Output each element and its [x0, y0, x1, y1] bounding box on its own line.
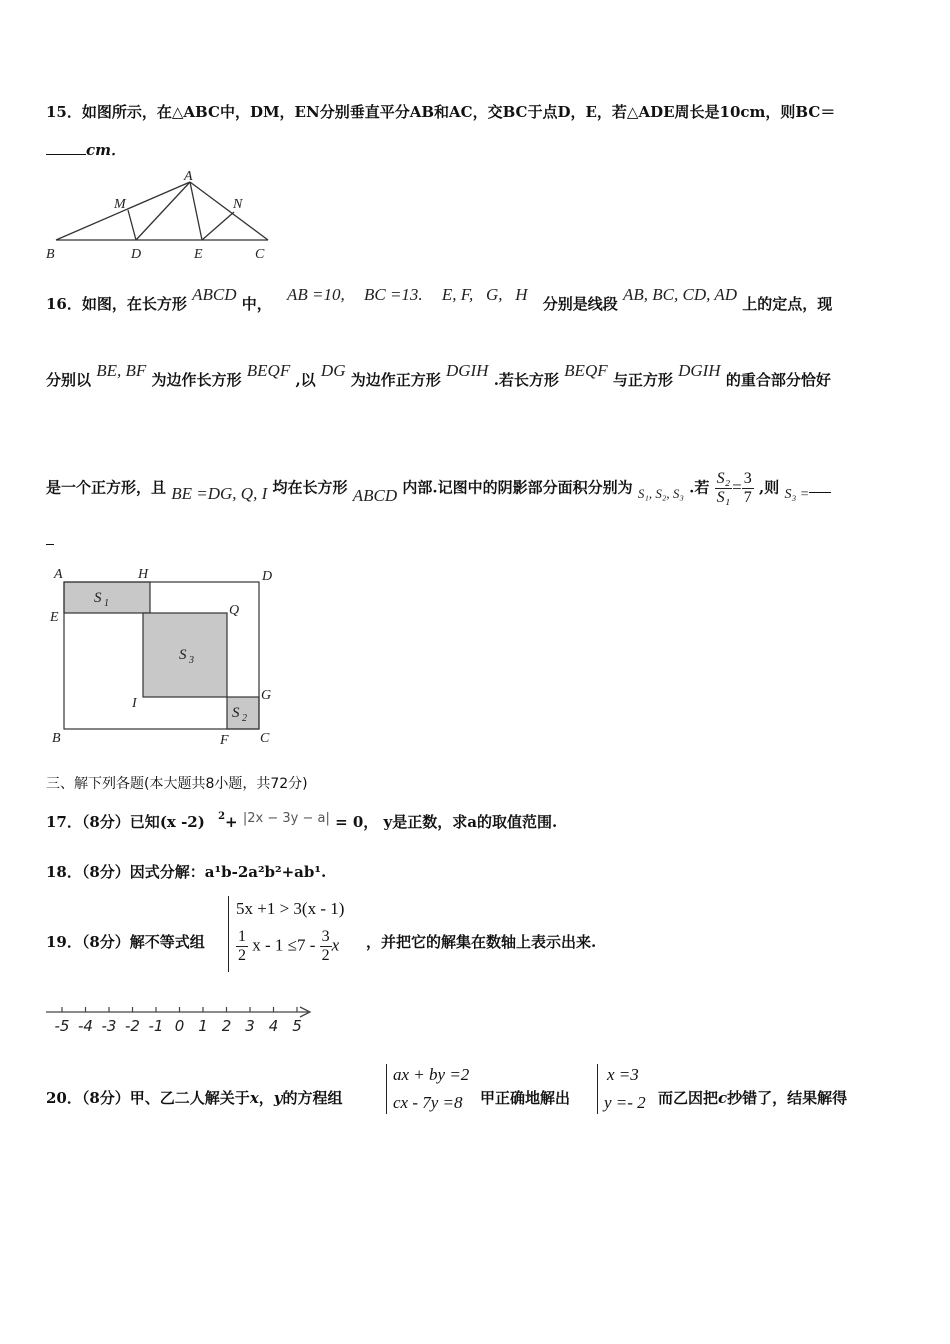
q19-brace: [228, 896, 229, 972]
q16-beqf-2: BEQF: [564, 361, 608, 380]
q16-bc: BC =13.: [363, 285, 423, 304]
q16-value-fraction: [742, 470, 754, 507]
q19-text-2: ，并把它的解集在数轴上表示出来.: [366, 933, 597, 951]
q16-text-9: .若长方形: [493, 371, 559, 389]
q16-text-11: 的重合部分恰好: [725, 371, 831, 389]
axis-tick-label: -2: [125, 1017, 140, 1035]
axis-tick-label: 1: [198, 1017, 208, 1035]
q16-answer-blank-tail: [46, 544, 54, 545]
q16-text-7: ,以: [295, 371, 316, 389]
value-numerator: 3: [743, 470, 752, 487]
q17-line: [46, 812, 557, 835]
axis-tick-label: 3: [245, 1017, 255, 1035]
q19-ineq-2b: x: [331, 935, 340, 955]
q18-line: 18．（8分）因式分解：a¹b-2a²b²+ab¹.: [46, 863, 327, 881]
label-D: D: [131, 247, 142, 262]
q20-y: y: [273, 1089, 283, 1107]
q16-rect-2: ABCD: [352, 485, 398, 505]
q20-comma: ，: [258, 1089, 274, 1107]
q16-areas: S₁, S₂, S₃: [637, 485, 684, 501]
q15-unit: cm．: [86, 141, 127, 159]
label-B: B: [52, 731, 61, 746]
q19-ineq-2a: x - 1 ≤7 -: [252, 935, 316, 955]
q20-text-1: 20．（8分）甲、乙二人解关于: [46, 1089, 250, 1107]
q15-line2: [46, 140, 126, 160]
axis-tick-label: 2: [221, 1017, 232, 1035]
q16-s3: S₃ =: [784, 486, 810, 502]
label-H: H: [138, 567, 149, 582]
q16-beqf: BEQF: [246, 361, 291, 380]
q16-answer-blank: [809, 478, 831, 493]
axis-tick-label: 4: [268, 1017, 279, 1035]
q17-text-1: 17．（8分）已知: [46, 813, 160, 831]
q16-equals: =: [732, 477, 742, 497]
label-G: G: [261, 688, 272, 703]
q16-rectangle-figure: [44, 562, 284, 752]
axis-tick-label: -1: [148, 1017, 164, 1035]
three-den: 2: [321, 947, 330, 964]
q16-text-5: 分别以: [46, 371, 92, 389]
q15-triangle-figure: [40, 168, 280, 264]
axis-tick-label: 0: [174, 1017, 185, 1035]
label-B: B: [46, 247, 55, 262]
q20-sol-2: y =- 2: [604, 1093, 646, 1112]
label-S2-sub: 2: [242, 713, 247, 724]
q16-ab: AB =10,: [286, 285, 345, 304]
q20-sol-1: x =3: [607, 1065, 639, 1084]
half-den: 2: [238, 947, 246, 964]
q20-text-3: 甲正确地解出: [480, 1089, 571, 1107]
label-C: C: [260, 731, 270, 746]
section-heading: 三、解下列各题(本大题共8小题，共72分): [46, 776, 308, 792]
q16-line2: [46, 361, 831, 390]
q16-text-4: 上的定点，现: [742, 295, 833, 313]
q20-brace-1: [386, 1064, 387, 1114]
q20-c: c: [718, 1089, 728, 1107]
q17-text-2: = 0， y是正数，求a的取值范围.: [335, 813, 558, 831]
label-S1-sub: 1: [104, 598, 109, 609]
q20-eq-1: ax + by =2: [393, 1065, 470, 1084]
q16-text-2: 中，: [241, 295, 272, 313]
q17-square: 2: [218, 811, 226, 822]
q20-brace-2: [597, 1064, 598, 1114]
q20-tail: [658, 1088, 847, 1108]
q20-x: x: [249, 1089, 259, 1107]
label-E: E: [50, 610, 59, 625]
value-denominator: 7: [743, 489, 752, 506]
q15-line1: 15．如图所示，在△ABC中，DM，EN分别垂直平分AB和AC，交BC于点D，E，若△ADE周长是10cm，则BC＝: [46, 103, 836, 121]
q16-line1: [46, 285, 833, 314]
frac-numerator: S₂: [716, 470, 731, 487]
q20-line: [46, 1088, 343, 1108]
q19-ineq-1: 5x +1 > 3(x - 1): [236, 899, 345, 918]
three-num: 3: [321, 928, 330, 945]
label-S1: S: [94, 590, 102, 606]
q19-text-1: 19．（8分）解不等式组: [46, 933, 205, 951]
axis-tick-label: -4: [78, 1017, 93, 1035]
label-E: E: [194, 247, 203, 262]
label-M: M: [114, 197, 126, 212]
label-S2: S: [232, 705, 240, 721]
three-half-fraction: [320, 928, 332, 965]
q16-ratio-fraction: [715, 470, 733, 507]
label-C: C: [255, 247, 265, 262]
q16-rect: ABCD: [192, 285, 237, 304]
q16-text-10: 与正方形: [612, 371, 673, 389]
label-A: A: [54, 567, 63, 582]
label-I: I: [132, 696, 137, 711]
q20-text-5: 抄错了，结果解得: [727, 1089, 848, 1107]
frac-denominator: S₁: [716, 489, 731, 506]
q20-eq-2: cx - 7y =8: [393, 1093, 463, 1112]
label-A: A: [184, 169, 193, 184]
q16-segs: AB, BC, CD, AD: [623, 285, 737, 304]
axis-tick-label: -5: [54, 1017, 70, 1035]
label-S3-sub: 3: [189, 655, 194, 666]
q16-be-bf: BE, BF: [96, 361, 147, 380]
label-N: N: [233, 197, 243, 212]
q16-dg: DG: [320, 361, 346, 380]
q17-expr: (x -2): [159, 813, 205, 831]
q16-text-1: 16．如图，在长方形: [46, 295, 187, 313]
q16-line3: [46, 470, 831, 507]
q19-ineq-2: [236, 928, 339, 965]
answer-blank: [46, 140, 86, 155]
q20-text-2: 的方程组: [282, 1089, 343, 1107]
q16-dgih: DGIH: [445, 361, 489, 380]
q17-absolute: |2x − 3y − a|: [242, 811, 330, 826]
q16-text-3: 分别是线段: [542, 295, 618, 313]
axis-tick-label: -3: [101, 1017, 117, 1035]
q16-text-13: 均在长方形: [272, 478, 348, 497]
q17-plus: +: [225, 813, 238, 831]
q20-text-4: 而乙因把: [658, 1089, 719, 1107]
half-fraction: [236, 928, 248, 965]
q16-dgih-2: DGIH: [678, 361, 721, 380]
q16-text-14: 内部.记图中的阴影部分面积分别为: [402, 478, 633, 497]
q16-points: E, F, G, H: [441, 285, 528, 304]
axis-tick-label: 5: [292, 1017, 302, 1035]
q16-text-12: 是一个正方形，且: [46, 478, 167, 497]
q16-condition: BE =DG, Q, I: [171, 483, 268, 503]
label-Q: Q: [229, 603, 240, 618]
label-D: D: [262, 569, 273, 584]
number-line: [40, 1000, 320, 1040]
q16-text-8: 为边作正方形: [350, 371, 441, 389]
q16-text-16: ,则: [758, 478, 780, 497]
half-num: 1: [238, 928, 246, 945]
q16-text-6: 为边作长方形: [151, 371, 242, 389]
label-F: F: [220, 733, 229, 748]
label-S3: S: [179, 647, 187, 663]
q16-text-15: .若: [689, 478, 710, 497]
